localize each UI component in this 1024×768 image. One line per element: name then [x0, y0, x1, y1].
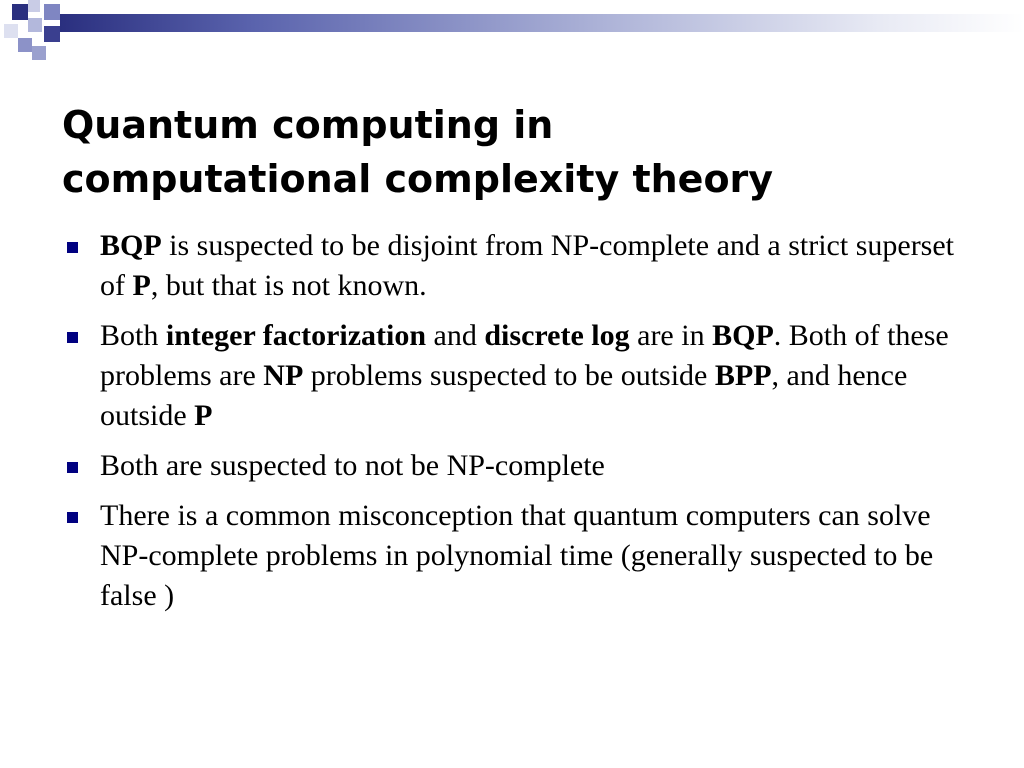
bullet-list — [62, 226, 962, 626]
slide-title-line: Quantum computing in — [62, 103, 554, 147]
bullet-text: is suspected to be disjoint from NP-complete and a strict superset of — [100, 229, 955, 302]
bullet-text: There is a common misconception that quantum computers can solve NP-complete problems in polynomial time (generally suspected to be false ) — [100, 499, 934, 612]
deco-square — [44, 4, 60, 20]
slide-title — [62, 98, 982, 206]
slide-title-line: computational complexity theory — [62, 157, 774, 201]
deco-square — [28, 0, 40, 12]
square-bullet-icon — [67, 332, 78, 343]
deco-square — [12, 4, 28, 20]
bullet-text: , and hence outside — [100, 359, 908, 432]
square-bullet-icon — [67, 512, 78, 523]
square-bullet-icon — [67, 462, 78, 473]
bullet-text: . Both of these problems are — [100, 319, 949, 392]
header-gradient-bar — [60, 14, 1024, 32]
bullet-text: Both — [100, 319, 166, 352]
bold-term: NP — [263, 359, 304, 392]
bullet-text: , but that is not known. — [150, 269, 427, 302]
corner-decoration — [0, 0, 80, 64]
bold-term: discrete log — [484, 319, 630, 352]
bullet-text: Both are suspected to not be NP-complete — [100, 449, 605, 482]
bold-term: integer factorization — [165, 319, 427, 352]
bold-term: BQP — [100, 229, 162, 262]
deco-square — [44, 26, 60, 42]
bullet-text: are in — [629, 319, 713, 352]
bullet-item — [62, 496, 962, 616]
square-bullet-icon — [67, 242, 78, 253]
deco-square — [32, 46, 46, 60]
bold-term: P — [132, 269, 151, 302]
deco-square — [4, 24, 18, 38]
deco-square — [28, 18, 42, 32]
bullet-item — [62, 446, 962, 486]
bullet-item — [62, 316, 962, 436]
deco-square — [18, 38, 32, 52]
bold-term: BPP — [714, 359, 772, 392]
bold-term: BQP — [712, 319, 774, 352]
bold-term: P — [194, 399, 213, 432]
bullet-text: and — [426, 319, 485, 352]
bullet-item — [62, 226, 962, 306]
bullet-text: problems suspected to be outside — [303, 359, 715, 392]
